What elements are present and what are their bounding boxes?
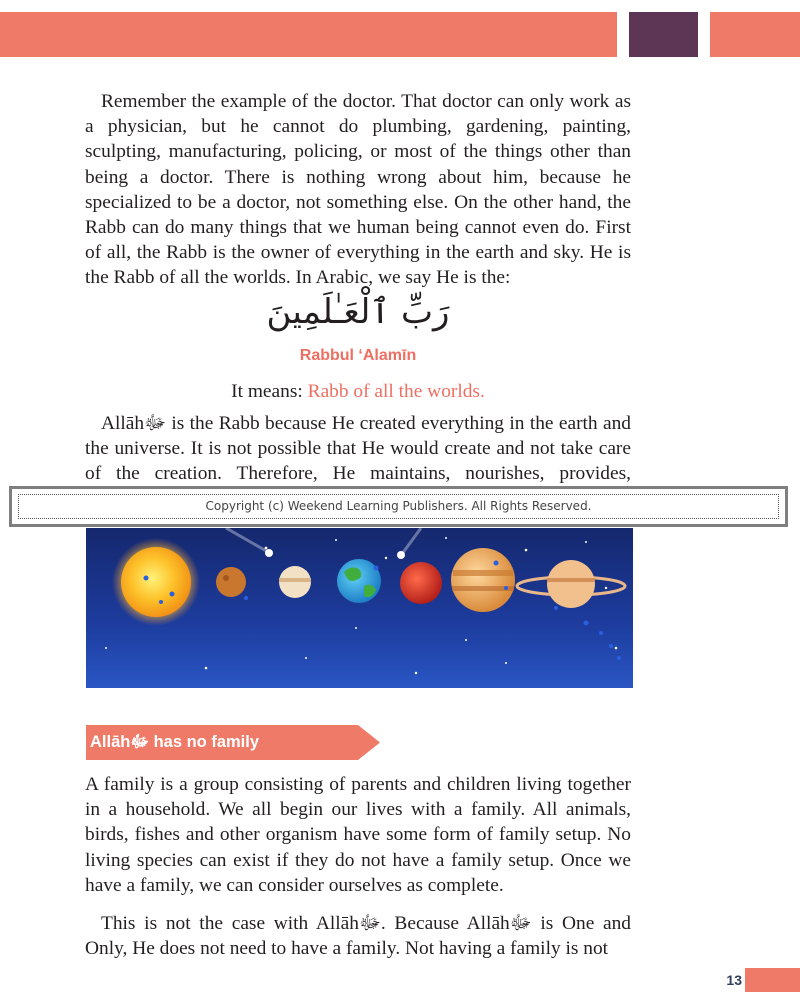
paragraph-allah-no-family xyxy=(85,911,631,961)
paragraph-rabb-creation-text: Allāhﷻ is the Rabb because He created everything in the earth and the universe. It is not possible that He would create and not take care of the creation. Therefore, He maintains, nourishes, provides, xyxy=(85,413,631,485)
paragraph-doctor-example xyxy=(85,89,631,291)
paragraph-doctor-example-text: Remember the example of the doctor. That doctor can only work as a physician, but he cannot do plumbing, gardening, painting, sculpting, manufacturing, policing, or most of the things other than being a doctor. There is nothing wrong about him, because he specialized to be a doctor, not something else. On the other hand, the Rabb can do many things that we human being cannot even do. First of all, the Rabb is the owner of everything in the earth and sky. He is the Rabb of all the worlds. In Arabic, we say He is the: xyxy=(85,91,631,289)
arabic-phrase: رَبِّ ٱلْعَـٰلَمِينَ xyxy=(266,292,450,332)
copyright-banner xyxy=(9,486,788,527)
paragraph-family-definition-text: A family is a group consisting of parents and children living together in a household. We all begin our lives with a family. All animals, birds, fishes and other organism have some form of family setup. No living species can exist if they do not have a family setup. Once we have a family, we can consider ourselves as complete. xyxy=(85,774,631,896)
page-number-tab xyxy=(745,968,800,992)
transliteration: Rabbul ‘Alamīn xyxy=(299,347,417,364)
page-number: 13 xyxy=(726,972,742,988)
header-square xyxy=(629,12,698,57)
paragraph-family-definition xyxy=(85,772,631,898)
header-bar-right xyxy=(710,12,800,57)
header-bar-left xyxy=(0,12,617,57)
solar-system-illustration xyxy=(86,528,633,688)
meaning-line xyxy=(85,379,631,404)
meaning-text: Rabb of all the worlds. xyxy=(307,381,485,402)
copyright-text: Copyright (c) Weekend Learning Publishers. All Rights Reserved. xyxy=(18,494,779,519)
paragraph-allah-no-family-text: This is not the case with Allāhﷻ. Because Allāhﷻ is One and Only, He does not need to have a family. Not having a family is not xyxy=(85,913,632,960)
section-heading-no-family: Allāhﷻ has no family xyxy=(90,733,260,751)
meaning-prefix: It means: xyxy=(231,381,303,402)
